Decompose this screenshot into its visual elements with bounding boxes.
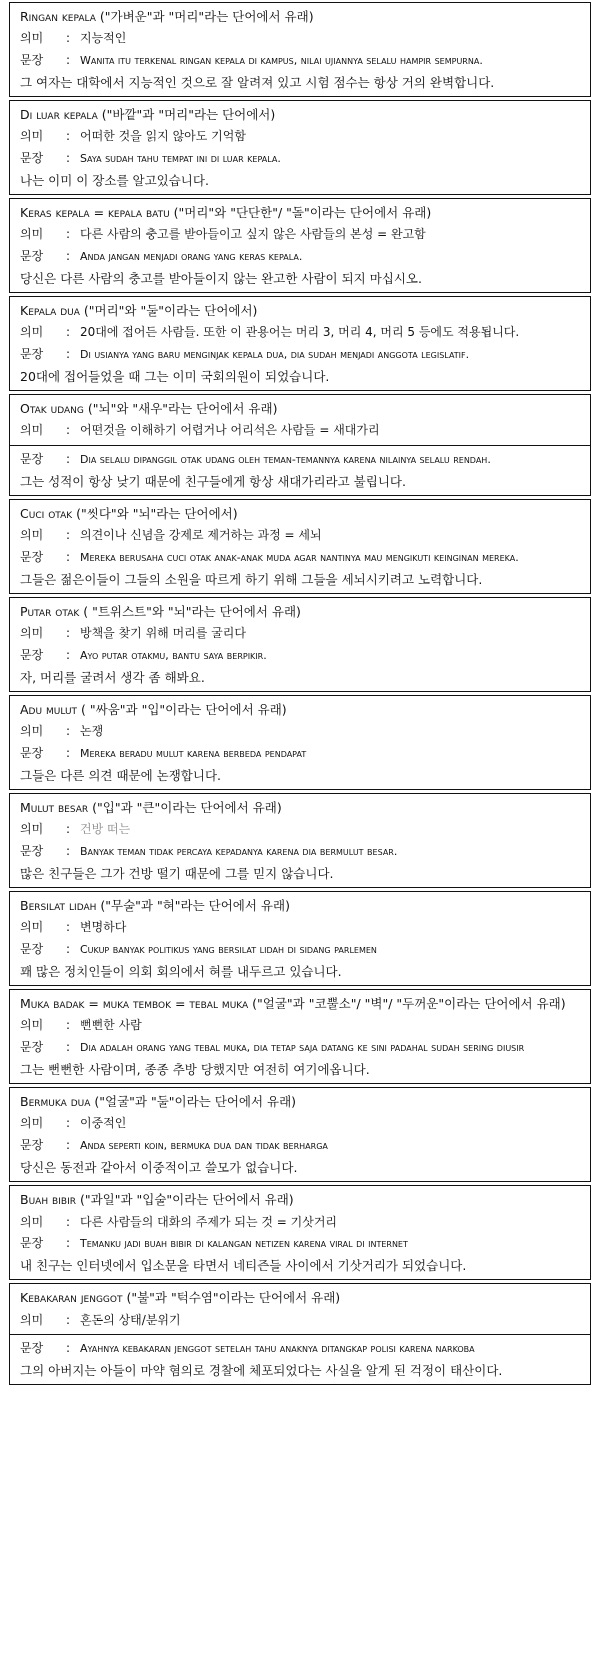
meaning-row <box>20 625 580 642</box>
entry-title <box>20 995 580 1013</box>
sentence-label: 문장 <box>20 248 44 263</box>
sentence-label: 문장 <box>20 1039 44 1054</box>
idiom-origin: ("머리"와 "둘"이라는 단어에서) <box>79 303 258 319</box>
colon: : <box>66 227 71 242</box>
meaning-label: 의미 <box>20 325 44 340</box>
idiom-term: Cuci otak <box>20 506 73 522</box>
colon: : <box>66 1340 71 1355</box>
idiom-entry <box>9 989 591 1084</box>
colon: : <box>66 1312 71 1327</box>
korean-translation: 당신은 동전과 같아서 이중적이고 쓸모가 없습니다. <box>20 1160 298 1176</box>
meaning-label: 의미 <box>20 31 44 46</box>
colon: : <box>66 451 71 466</box>
meaning-text: 의견이나 신념을 강제로 제거하는 과정 = 세뇌 <box>80 528 322 543</box>
example-row <box>20 941 580 958</box>
meaning-label: 의미 <box>20 1214 44 1229</box>
entry-title <box>20 204 580 222</box>
meaning-row <box>20 1312 580 1329</box>
meaning-row <box>20 226 580 243</box>
colon: : <box>66 941 71 956</box>
idiom-origin: ("과일"과 "입술"이라는 단어에서 유래) <box>75 1192 294 1208</box>
entry-title <box>20 400 580 418</box>
korean-translation: 20대에 접어들었을 때 그는 이미 국회의원이 되었습니다. <box>20 369 330 384</box>
idiom-origin: ("무술"과 "혀"라는 단어에서 유래) <box>96 898 290 914</box>
colon: : <box>66 724 71 739</box>
korean-translation: 그는 성적이 항상 낮기 때문에 친구들에게 항상 새대가리라고 불립니다. <box>20 474 406 490</box>
idiom-term: Keras kepala = kepala batu <box>20 205 170 221</box>
colon: : <box>66 31 71 46</box>
entry-title <box>20 106 580 124</box>
example-sentence: Anda seperti koin, bermuka dua dan tidak berharga <box>80 1138 328 1152</box>
korean-translation: 자, 머리를 굴려서 생각 좀 해봐요. <box>20 670 205 686</box>
meaning-text: 어떤것을 이해하기 어렵거나 어리석은 사람들 = 새대가리 <box>80 423 380 438</box>
example-row <box>20 150 580 167</box>
colon: : <box>66 1235 71 1250</box>
meaning-text: 뻔뻔한 사람 <box>80 1018 142 1033</box>
meaning-row <box>20 723 580 740</box>
meaning-row <box>20 527 580 544</box>
example-row <box>20 745 580 762</box>
entry-title <box>20 1191 580 1209</box>
korean-translation: 그는 뻔뻔한 사람이며, 종종 추방 당했지만 여전히 여기에옵니다. <box>20 1062 370 1078</box>
example-sentence: Wanita itu terkenal ringan kepala di kampus, nilai ujiannya selalu hampir sempurna. <box>80 53 483 67</box>
example-sentence: Dia adalah orang yang tebal muka, dia tetap saja datang ke sini padahal sudah sering diusir <box>80 1040 525 1054</box>
sentence-label: 문장 <box>20 150 44 165</box>
example-row <box>20 248 580 265</box>
colon: : <box>66 1018 71 1033</box>
idiom-term: Di luar kepala <box>20 107 98 123</box>
meaning-text: 건방 떠는 <box>80 822 131 837</box>
meaning-text: 방책을 찾기 위해 머리를 굴리다 <box>80 626 246 641</box>
entry-title <box>20 8 580 26</box>
entry-title <box>20 701 580 719</box>
colon: : <box>66 248 71 263</box>
idiom-origin: ("입"과 "큰"이라는 단어에서 유래) <box>88 800 282 816</box>
example-row <box>20 647 580 664</box>
example-row <box>20 1137 580 1154</box>
meaning-text: 이중적인 <box>80 1116 127 1131</box>
example-row <box>20 549 580 566</box>
meaning-row <box>20 30 580 47</box>
meaning-text: 지능적인 <box>80 31 127 46</box>
meaning-row <box>20 1214 580 1231</box>
meaning-text: 20대에 접어든 사람들. 또한 이 관용어는 머리 3, 머리 4, 머리 5 등에도 적용됩니다. <box>80 325 520 340</box>
meaning-text: 다른 사람들의 대화의 주제가 되는 것 = 기삿거리 <box>80 1214 338 1229</box>
colon: : <box>66 920 71 935</box>
colon: : <box>66 647 71 662</box>
idiom-term: Otak udang <box>20 401 84 417</box>
meaning-row <box>20 919 580 936</box>
example-sentence: Saya sudah tahu tempat ini di luar kepala. <box>80 151 281 165</box>
idiom-origin: ( "트위스트"와 "뇌"라는 단어에서 유래) <box>79 604 301 620</box>
idiom-origin: ( "싸움"과 "입"이라는 단어에서 유래) <box>77 702 287 718</box>
entry-title <box>20 505 580 523</box>
meaning-label: 의미 <box>20 227 44 242</box>
meaning-row <box>20 422 580 439</box>
korean-translation: 나는 이미 이 장소를 알고있습니다. <box>20 172 209 188</box>
idiom-origin: ("얼굴"과 "둘"이라는 단어에서 유래) <box>90 1094 297 1110</box>
sentence-label: 문장 <box>20 549 44 564</box>
sentence-label: 문장 <box>20 647 44 662</box>
korean-translation: 그들은 젊은이들이 그들의 소원을 따르게 하기 위해 그들을 세뇌시키려고 노력합니다. <box>20 572 483 588</box>
sentence-label: 문장 <box>20 451 44 466</box>
sentence-label: 문장 <box>20 1340 44 1355</box>
idiom-origin: ("씻다"와 "뇌"라는 단어에서) <box>72 506 238 522</box>
meaning-text: 어떠한 것을 읽지 않아도 기억함 <box>80 129 246 144</box>
example-row <box>10 1334 590 1357</box>
idiom-origin: ("얼굴"과 "코뿔소"/ "벽"/ "두꺼운"이라는 단어에서 유래) <box>248 996 566 1012</box>
meaning-label: 의미 <box>20 1312 44 1327</box>
idiom-entry <box>9 695 591 790</box>
korean-translation: 그 여자는 대학에서 지능적인 것으로 잘 알려져 있고 시험 점수는 항상 거의 완벽합니다. <box>20 74 495 90</box>
meaning-label: 의미 <box>20 423 44 438</box>
idiom-entry <box>9 499 591 594</box>
idiom-entry <box>9 597 591 692</box>
sentence-label: 문장 <box>20 1137 44 1152</box>
idiom-term: Bermuka dua <box>20 1094 91 1110</box>
idiom-entry <box>9 100 591 195</box>
sentence-label: 문장 <box>20 1235 44 1250</box>
korean-translation: 많은 친구들은 그가 건방 떨기 때문에 그를 믿지 않습니다. <box>20 866 334 882</box>
meaning-label: 의미 <box>20 920 44 935</box>
entry-title <box>20 1093 580 1111</box>
idiom-term: Ringan kepala <box>20 9 96 24</box>
colon: : <box>66 129 71 144</box>
example-sentence: Temanku jadi buah bibir di kalangan netizen karena viral di internet <box>80 1236 408 1250</box>
idiom-entry <box>9 198 591 293</box>
meaning-label: 의미 <box>20 822 44 837</box>
example-sentence: Banyak teman tidak percaya kepadanya karena dia bermulut besar. <box>80 844 398 858</box>
meaning-label: 의미 <box>20 724 44 739</box>
idiom-term: Putar otak <box>20 604 80 620</box>
idiom-entry <box>9 2 591 97</box>
meaning-label: 의미 <box>20 1018 44 1033</box>
meaning-row <box>20 1017 580 1034</box>
entry-title <box>20 302 580 320</box>
meaning-text: 혼돈의 상태/분위기 <box>80 1312 181 1327</box>
meaning-label: 의미 <box>20 1116 44 1131</box>
idiom-term: Mulut besar <box>20 800 89 816</box>
colon: : <box>66 549 71 564</box>
sentence-label: 문장 <box>20 941 44 956</box>
idiom-entry <box>9 394 591 496</box>
meaning-label: 의미 <box>20 129 44 144</box>
colon: : <box>66 1116 71 1131</box>
meaning-row <box>20 128 580 145</box>
idiom-entry <box>9 296 591 391</box>
meaning-text: 변명하다 <box>80 920 127 935</box>
colon: : <box>66 528 71 543</box>
example-sentence: Ayahnya kebakaran jenggot setelah tahu anaknya ditangkap polisi karena narkoba <box>80 1341 475 1355</box>
colon: : <box>66 843 71 858</box>
example-row <box>20 843 580 860</box>
idiom-origin: ("바깥"과 "머리"라는 단어에서) <box>97 107 276 123</box>
idiom-term: Buah bibir <box>20 1192 76 1208</box>
idiom-term: Bersilat lidah <box>20 898 97 914</box>
example-sentence: Cukup banyak politikus yang bersilat lidah di sidang parlemen <box>80 942 377 956</box>
example-sentence: Mereka beradu mulut karena berbeda pendapat <box>80 746 307 760</box>
korean-translation: 그들은 다른 의견 때문에 논쟁합니다. <box>20 768 221 784</box>
colon: : <box>66 745 71 760</box>
colon: : <box>66 1214 71 1229</box>
colon: : <box>66 1039 71 1054</box>
meaning-text: 논쟁 <box>80 724 104 739</box>
example-sentence: Mereka berusaha cuci otak anak-anak muda agar nantinya mau mengikuti keinginan mereka. <box>80 550 519 564</box>
idiom-term: Kepala dua <box>20 303 80 319</box>
korean-translation: 꽤 많은 정치인들이 의회 회의에서 혀를 내두르고 있습니다. <box>20 964 342 980</box>
example-row <box>20 1235 580 1252</box>
entry-title <box>20 897 580 915</box>
sentence-label: 문장 <box>20 745 44 760</box>
example-sentence: Dia selalu dipanggil otak udang oleh teman-temannya karena nilainya selalu rendah. <box>80 452 491 466</box>
idiom-term: Kebakaran jenggot <box>20 1290 123 1306</box>
idiom-origin: ("불"과 "턱수염"이라는 단어에서 유래) <box>122 1290 341 1306</box>
colon: : <box>66 150 71 165</box>
meaning-label: 의미 <box>20 528 44 543</box>
idiom-entry <box>9 891 591 986</box>
meaning-row <box>20 324 580 341</box>
idiom-term: Muka badak = muka tembok = tebal muka <box>20 996 249 1012</box>
idiom-origin: ("뇌"와 "새우"라는 단어에서 유래) <box>83 401 278 417</box>
colon: : <box>66 626 71 641</box>
meaning-row <box>20 821 580 838</box>
idiom-entry <box>9 1087 591 1182</box>
sentence-label: 문장 <box>20 52 44 67</box>
idiom-term: Adu mulut <box>20 702 78 718</box>
meaning-text: 다른 사람의 충고를 받아들이고 싶지 않은 사람들의 본성 = 완고함 <box>80 227 426 242</box>
idiom-origin: ("가벼운"과 "머리"라는 단어에서 유래) <box>95 9 314 24</box>
colon: : <box>66 52 71 67</box>
entry-title <box>20 603 580 621</box>
colon: : <box>66 822 71 837</box>
example-row <box>20 346 580 363</box>
example-row <box>20 52 580 69</box>
sentence-label: 문장 <box>20 346 44 361</box>
sentence-label: 문장 <box>20 843 44 858</box>
example-sentence: Ayo putar otakmu, bantu saya berpikir. <box>80 648 267 662</box>
example-sentence: Di usianya yang baru menginjak kepala dua, dia sudah menjadi anggota legislatif. <box>80 347 470 361</box>
colon: : <box>66 423 71 438</box>
colon: : <box>66 325 71 340</box>
idiom-entry <box>9 1185 591 1280</box>
meaning-label: 의미 <box>20 626 44 641</box>
entry-title <box>20 799 580 817</box>
example-row <box>10 445 590 468</box>
meaning-row <box>20 1115 580 1132</box>
idiom-entry <box>9 1283 591 1385</box>
colon: : <box>66 346 71 361</box>
example-sentence: Anda jangan menjadi orang yang keras kepala. <box>80 249 303 263</box>
colon: : <box>66 1137 71 1152</box>
korean-translation: 당신은 다른 사람의 충고를 받아들이지 않는 완고한 사람이 되지 마십시오. <box>20 270 422 286</box>
idiom-entry <box>9 793 591 888</box>
idiom-origin: ("머리"와 "단단한"/ "돌"이라는 단어에서 유래) <box>169 205 432 221</box>
example-row <box>20 1039 580 1056</box>
korean-translation: 내 친구는 인터넷에서 입소문을 타면서 네티즌들 사이에서 기삿거리가 되었습니다. <box>20 1258 467 1274</box>
entry-title <box>20 1289 580 1307</box>
korean-translation: 그의 아버지는 아들이 마약 혐의로 경찰에 체포되었다는 사실을 알게 된 걱정이 태산이다. <box>20 1363 503 1379</box>
